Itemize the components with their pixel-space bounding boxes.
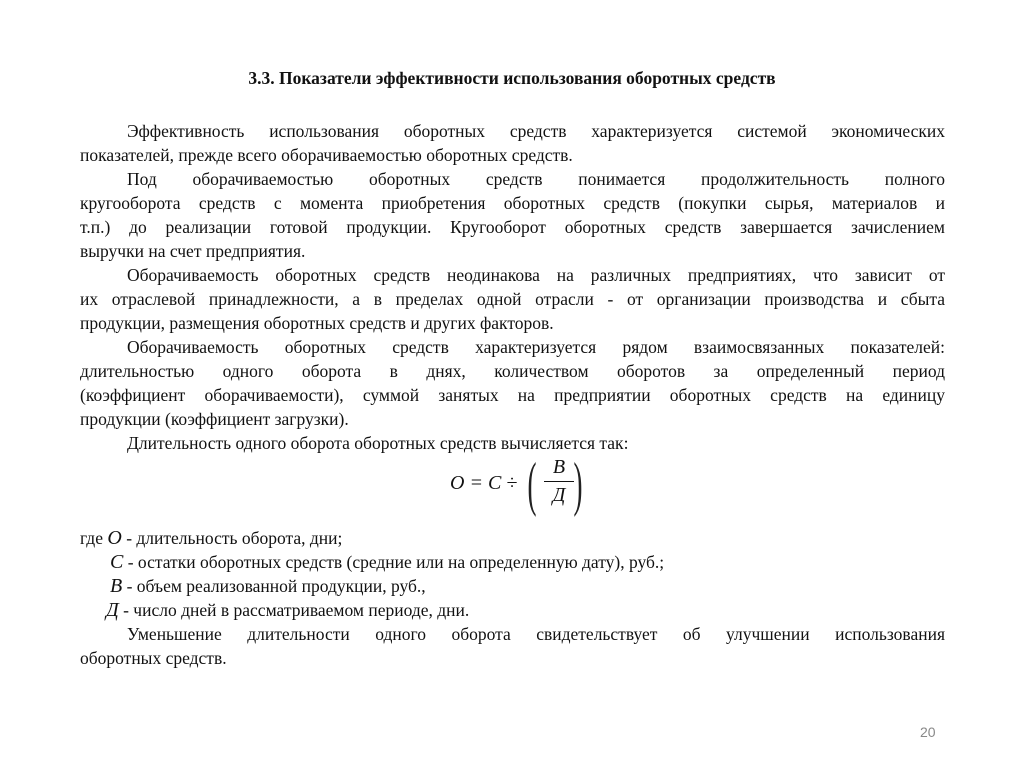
formula-numerator: B xyxy=(552,456,566,478)
paragraph-line: Эффективность использования оборотных средств характеризуется системой экономических xyxy=(127,121,945,141)
legend-symbol: C xyxy=(110,551,124,573)
legend-item xyxy=(80,598,945,622)
legend-text: - остатки оборотных средств (средние или на определенную дату), руб.; xyxy=(123,552,665,572)
paragraph-line: Под оборачиваемостью оборотных средств понимается продолжительность полного xyxy=(127,169,945,189)
body-text xyxy=(80,119,945,455)
formula-lhs: O = C ÷ xyxy=(450,472,518,494)
formula-fraction xyxy=(544,456,574,507)
legend-item xyxy=(80,550,945,574)
paragraph-line: длительностью одного оборота в днях, количеством оборотов за определенный период xyxy=(80,361,945,381)
page-number: 20 xyxy=(920,724,936,740)
where-word: где xyxy=(80,528,103,548)
formula-legend xyxy=(80,526,945,670)
paragraph-line: их отраслевой принадлежности, а в пределах одной отрасли - от организации производства и сбыта xyxy=(80,289,945,309)
conclusion-line: оборотных средств. xyxy=(80,648,227,668)
paragraph-line: продукции, размещения оборотных средств и других факторов. xyxy=(80,313,554,333)
legend-text: - объем реализованной продукции, руб., xyxy=(122,576,426,596)
legend-item xyxy=(80,526,945,550)
paragraph-line: кругооборота средств с момента приобретения оборотных средств (покупки сырья, материалов и xyxy=(80,193,945,213)
legend-symbol: B xyxy=(110,575,123,597)
legend-symbol: Д xyxy=(106,599,119,621)
conclusion-line: Уменьшение длительности одного оборота свидетельствует об улучшении использования xyxy=(127,624,945,644)
paragraph-line: продукции (коэффициент загрузки). xyxy=(80,409,349,429)
paragraph-line: показателей, прежде всего оборачиваемостью оборотных средств. xyxy=(80,145,573,165)
section-title: 3.3. Показатели эффективности использования оборотных средств xyxy=(248,68,776,88)
paragraph-line: Оборачиваемость оборотных средств неодинакова на различных предприятиях, что зависит от xyxy=(127,265,945,285)
legend-text: - число дней в рассматриваемом периоде, дни. xyxy=(118,600,470,620)
formula-open-paren: ( xyxy=(527,451,537,517)
paragraph-line: (коэффициент оборачиваемости), суммой занятых на предприятии оборотных средств на единицу xyxy=(80,385,945,405)
formula-close-paren: ) xyxy=(573,451,583,517)
paragraph-line: Длительность одного оборота оборотных средств вычисляется так: xyxy=(127,433,629,453)
turnover-formula xyxy=(450,452,590,522)
legend-item xyxy=(80,574,945,598)
formula-denominator: Д xyxy=(552,484,566,506)
legend-symbol: O xyxy=(107,527,122,549)
paragraph-line: выручки на счет предприятия. xyxy=(80,241,306,261)
legend-text: - длительность оборота, дни; xyxy=(121,528,343,548)
paragraph-line: Оборачиваемость оборотных средств характеризуется рядом взаимосвязанных показателей: xyxy=(127,337,945,357)
paragraph-line: т.п.) до реализации готовой продукции. Кругооборот оборотных средств завершается зачислением xyxy=(80,217,945,237)
